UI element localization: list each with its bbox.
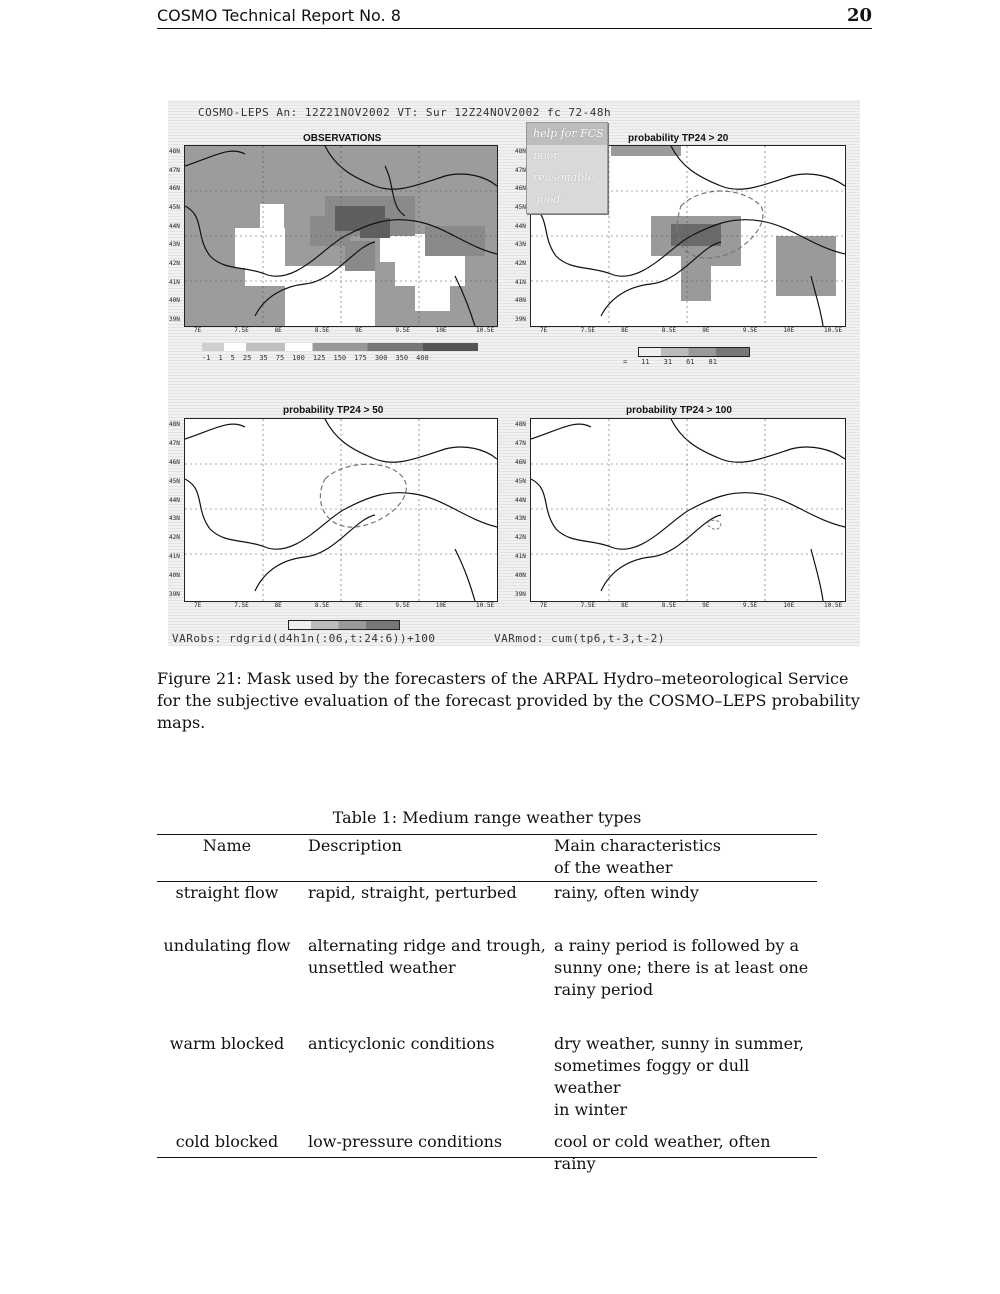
y-tick-label: 44N [515,222,526,230]
bottom-colorbar [288,620,400,630]
cell-name: cold blocked [175,1132,279,1151]
y-tick-label: 43N [169,515,180,523]
x-tick-label: 7E [194,327,202,334]
var-obs-label: VARobs: rdgrid(d4h1n(:06,t:24:6))+100 [172,632,436,645]
table-row [157,935,817,1033]
x-tick-label: 9E [355,327,363,334]
y-tick-label: 44N [169,496,180,504]
menu-item-help[interactable]: help for FCS [527,123,607,145]
y-tick-label: 40N [169,297,180,305]
x-tick-label: 9E [355,602,363,609]
x-tick-label: 10.5E [824,602,843,609]
y-tick-label: 41N [515,278,526,286]
cell-characteristics: cool or cold weather, often rainy [554,1132,771,1173]
header-characteristics: Main characteristics of the weather [554,836,721,877]
cell-characteristics: dry weather, sunny in summer, sometimes foggy or dull weather in winter [554,1034,805,1119]
cell-name: warm blocked [169,1034,285,1053]
x-tick-label: 8E [274,327,282,334]
x-tick-label: 7.5E [234,602,249,609]
x-tick-label: 9.5E [742,327,758,334]
y-tick-label: 46N [169,458,180,466]
x-tick-label: 10E [783,602,795,609]
panel-title-prob-20: probability TP24 > 20 [628,133,729,144]
table-row [157,1033,817,1131]
x-tick-label: 7E [540,602,548,609]
x-tick-label: 9.5E [395,602,410,609]
figure-21 [168,100,860,646]
x-tick-label: 9E [702,602,710,609]
y-tick-label: 45N [169,477,180,485]
cell-description: alternating ridge and trough, unsettled weather [308,936,546,977]
x-tick-label: 7.5E [234,327,249,334]
map-panel-prob-100 [530,418,846,602]
observations-colorbar-labels: -1 1 5 25 35 75 100 125 150 175 300 350 400 [202,354,429,362]
x-tick-label: 10.5E [476,327,495,334]
y-tick-label: 43N [169,241,180,249]
cell-name: undulating flow [163,936,291,955]
prob-50-map [185,419,497,601]
y-tick-label: 39N [515,591,526,598]
y-tick-label: 40N [169,572,180,580]
x-tick-label: 9.5E [395,327,410,334]
panel-title-observations: OBSERVATIONS [303,133,382,144]
y-tick-label: 43N [515,515,526,523]
cell-description: anticyclonic conditions [308,1034,495,1053]
y-tick-label: 45N [515,204,526,211]
running-header [157,4,872,29]
y-tick-label: 41N [169,278,180,286]
y-tick-label: 47N [515,166,526,174]
x-tick-label: 8.5E [314,602,330,609]
header-name: Name [202,836,252,855]
observations-colorbar [202,343,478,351]
menu-item-poor[interactable]: poor [533,149,559,162]
table-header-row [157,835,817,882]
x-tick-label: 7.5E [580,327,596,334]
table-row [157,1131,817,1173]
x-tick-label: 8E [621,327,629,334]
y-tick-label: 42N [169,260,180,267]
x-tick-label: 8.5E [661,602,677,609]
y-tick-label: 48N [169,421,180,428]
y-tick-label: 39N [169,591,180,598]
y-tick-label: 48N [515,421,526,428]
y-tick-label: 41N [169,553,180,561]
y-tick-label: 40N [515,572,526,580]
y-tick-label: 39N [169,316,180,323]
x-tick-label: 9.5E [742,602,758,609]
y-tick-label: 39N [515,316,526,323]
x-tick-label: 10.5E [476,602,495,609]
y-tick-label: 46N [169,185,180,193]
panel-title-prob-50: probability TP24 > 50 [283,405,384,416]
probability-colorbar-labels: = 11 31 61 81 [623,358,717,366]
figure-run-label: COSMO-LEPS An: 12Z21NOV2002 VT: Sur 12Z24NOV2002 fc 72-48h [198,106,612,119]
map-panel-observations [184,145,498,327]
y-tick-label: 42N [515,534,526,542]
panel-title-prob-100: probability TP24 > 100 [626,405,732,416]
map-panel-prob-50 [184,418,498,602]
y-tick-label: 44N [169,222,180,230]
y-tick-label: 40N [515,297,526,305]
menu-item-reasonable[interactable]: reasonable [533,171,595,184]
x-tick-label: 7.5E [580,602,596,609]
x-tick-label: 8.5E [661,327,677,334]
weather-types-table [157,834,817,1173]
evaluation-menu[interactable] [526,122,608,214]
cell-characteristics: a rainy period is followed by a sunny one; there is at least one rainy period [554,936,809,999]
observations-map [185,146,497,326]
y-tick-label: 47N [515,439,526,447]
cell-name: straight flow [175,883,279,902]
y-tick-label: 46N [515,185,526,193]
y-tick-label: 46N [515,458,526,466]
probability-colorbar [638,347,750,357]
y-tick-label: 43N [515,241,526,249]
y-tick-label: 48N [515,148,526,155]
cell-description: low-pressure conditions [308,1132,503,1151]
x-tick-label: 8.5E [314,327,330,334]
x-tick-label: 7E [194,602,202,609]
cell-characteristics: rainy, often windy [554,883,699,902]
y-tick-label: 45N [515,477,526,485]
table-caption: Table 1: Medium range weather types [332,808,642,827]
header-description: Description [308,836,402,855]
x-tick-label: 10E [435,602,447,609]
y-tick-label: 47N [169,166,180,174]
x-tick-label: 10E [783,327,795,334]
figure-caption: Figure 21: Mask used by the forecasters of the ARPAL Hydro–meteorological Service for the subjective evaluation of the forecast provided by the COSMO–LEPS probability maps. [157,669,860,732]
y-tick-label: 42N [169,534,180,542]
x-tick-label: 9E [702,327,710,334]
y-tick-label: 47N [169,439,180,447]
x-tick-label: 10.5E [824,327,843,334]
y-tick-label: 42N [515,260,526,267]
x-tick-label: 10E [435,327,447,334]
x-tick-label: 8E [274,602,282,609]
y-tick-label: 44N [515,496,526,504]
x-tick-label: 7E [540,327,548,334]
x-tick-label: 8E [621,602,629,609]
page-number: 20 [846,5,872,26]
menu-item-good[interactable]: good [533,193,561,206]
prob-100-map [531,419,845,601]
y-tick-label: 45N [169,204,180,211]
cell-description: rapid, straight, perturbed [308,883,517,902]
y-tick-label: 41N [515,553,526,561]
table-row [157,882,817,935]
report-title: COSMO Technical Report No. 8 [157,6,401,25]
y-tick-label: 48N [169,148,180,155]
var-mod-label: VARmod: cum(tp6,t-3,t-2) [494,632,665,645]
